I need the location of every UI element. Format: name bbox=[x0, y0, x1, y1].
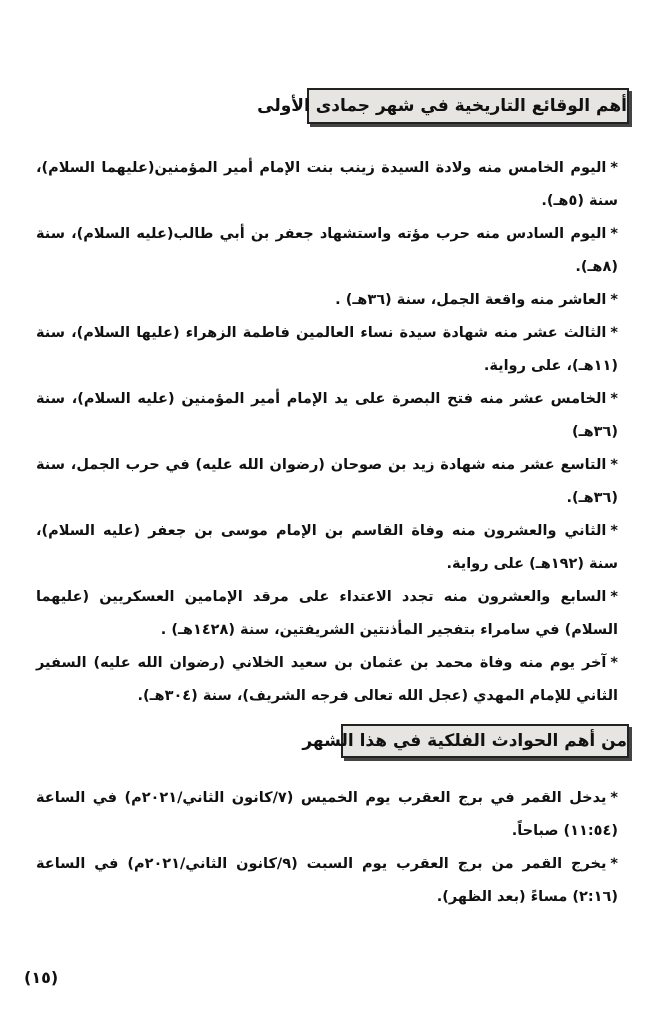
event-item: *اليوم الخامس منه ولادة السيدة زينب بنت الإمام أمير المؤمنين(عليهما السلام)، سنة (٥هـ). bbox=[36, 160, 618, 209]
section-heading-historical-events: أهم الوقائع التاريخية في شهر جمادى الأولى bbox=[307, 88, 629, 124]
astro-item: *يخرج القمر من برج العقرب يوم السبت (٩/كانون الثاني/٢٠٢١م) في الساعة (٢:١٦) مساءً (بعد الظهر). bbox=[36, 856, 618, 905]
page-number: (١٥) bbox=[24, 968, 59, 987]
event-item: *الثاني والعشرون منه وفاة القاسم بن الإمام موسى بن جعفر (عليه السلام)، سنة (١٩٢هـ) على رواية. bbox=[36, 523, 618, 572]
event-item: *الثالث عشر منه شهادة سيدة نساء العالمين فاطمة الزهراء (عليها السلام)، سنة (١١هـ)، على رواية. bbox=[36, 325, 618, 374]
event-item: *التاسع عشر منه شهادة زيد بن صوحان (رضوان الله عليه) في حرب الجمل، سنة (٣٦هـ). bbox=[36, 457, 618, 506]
astronomical-events-list bbox=[36, 782, 618, 914]
section-heading-astronomical-events: من أهم الحوادث الفلكية في هذا الشهر bbox=[341, 724, 629, 758]
event-item: *اليوم السادس منه حرب مؤته واستشهاد جعفر بن أبي طالب(عليه السلام)، سنة (٨هـ). bbox=[36, 226, 618, 275]
event-item: *السابع والعشرون منه تجدد الاعتداء على مرقد الإمامين العسكريين (عليهما السلام) في سامراء بتفجير المأذنتين الشريفتين، سنة (١٤٢٨هـ) . bbox=[36, 589, 618, 638]
event-item: *العاشر منه واقعة الجمل، سنة (٣٦هـ) . bbox=[335, 292, 618, 308]
event-item: *الخامس عشر منه فتح البصرة على يد الإمام أمير المؤمنين (عليه السلام)، سنة (٣٦هـ) bbox=[36, 391, 618, 440]
historical-events-list bbox=[36, 152, 618, 713]
event-item: *آخر يوم منه وفاة محمد بن عثمان بن سعيد الخلاني (رضوان الله عليه) السفير الثاني للإمام المهدي (عجل الله تعالى فرجه الشريف)، سنة (٣٠٤هـ). bbox=[36, 655, 618, 704]
astro-item: *يدخل القمر في برج العقرب يوم الخميس (٧/كانون الثاني/٢٠٢١م) في الساعة (١١:٥٤) صباحاً. bbox=[36, 790, 619, 839]
